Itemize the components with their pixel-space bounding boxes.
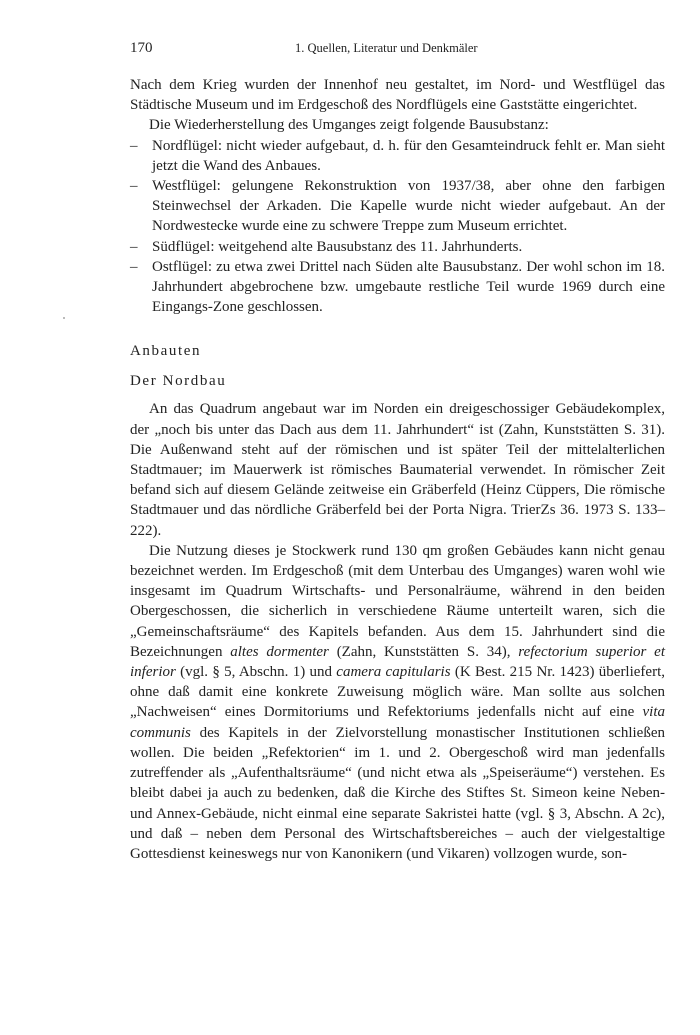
list-item-text: Ostflügel: zu etwa zwei Drittel nach Süden alte Bausubstanz. Der wohl schon im 18. Jahrhundert abgebrochene bzw. umgebaute restliche Teil wurde 1969 durch eine Eingangs-Zone geschlossen. [152, 258, 665, 316]
text-run: des Kapitels in der Zielvorstellung monastischer Institutionen schließen wollen. Die beiden „Refektorien“ im 1. und 2. Obergeschoß wird man jedenfalls zutreffender als „Aufenthaltsräume“ (und nicht etwa als „Speiseräume“) verstehen. Es bleibt dabei ja auch zu bedenken, daß die Kirche des Stiftes St. Simeon keine Neben- und Annex-Gebäude, nicht einmal eine separate Sakristei hatte (vgl. § 3, Abschn. A 2c), und daß – neben dem Personal des Wirtschaftsbereiches – auch der vielgestaltige Gottesdienst keineswegs nur von Kanonikern (und Vikaren) vollzogen wurde, son- [130, 724, 665, 862]
text-run: (K Best. 215 Nr. 1423) überliefert, ohne daß damit eine konkrete Zuweisung möglich wäre. Man sollte aus solchen „Nachweisen“ eines Dormitoriums und Refektoriums jedenfalls nicht auf eine [130, 664, 665, 721]
body-paragraph: An das Quadrum angebaut war im Norden ein dreigeschossiger Gebäudekomplex, der „noch bis unter das Dach aus dem 11. Jahrhundert“ ist (Zahn, Kunststätten S. 31). Die Außenwand steht auf der römischen und ist später Teil der mittelalterlichen Stadtmauer; im Mauerwerk ist römisches Baumaterial verwendet. In römischer Zeit befand sich auf diesem Gelände zeitweise ein Gräberfeld (Heinz Cüppers, Die römische Stadtmauer und das nördliche Gräberfeld bei der Porta Nigra. TrierZs 36. 1973 S. 133–222). [130, 401, 665, 539]
list-item-nordfluegel [130, 136, 665, 176]
book-page [130, 40, 665, 864]
dash-marker: – [130, 137, 138, 154]
section-heading-nordbau: Der Nordbau [130, 373, 227, 390]
list-item-ostfluegel [130, 257, 665, 318]
running-head: 1. Quellen, Literatur und Denkmäler [295, 41, 478, 55]
intro-lead-paragraph: Die Wiederherstellung des Umganges zeigt folgende Bausubstanz: [149, 117, 549, 134]
list-item-text: Nordflügel: nicht wieder aufgebaut, d. h. für den Gesamteindruck fehlt er. Man sieht jetzt die Wand des Anbaues. [152, 137, 665, 174]
latin-term-camera-capitularis: camera capitularis [336, 664, 451, 681]
page-header [130, 40, 665, 60]
page-body [130, 75, 665, 864]
list-item-suedfluegel [130, 237, 665, 257]
text-run: (vgl. § 5, Abschn. 1) und [175, 664, 337, 681]
intro-paragraph: Nach dem Krieg wurden der Innenhof neu gestaltet, im Nord- und Westflügel das Städtische Museum und im Erdgeschoß des Nordflügels eine Gaststätte eingerichtet. [130, 77, 665, 114]
text-run: (Zahn, Kunststätten S. 34), [328, 643, 519, 660]
dash-marker: – [130, 238, 138, 255]
text-run: Die Nutzung dieses je Stockwerk rund 130 qm großen Gebäudes kann nicht genau bezeichnet werden. Im Erdgeschoß (mit dem Unterbau des Umganges) waren wohl wie insgesamt im Quadrum Wirtschafts- und Personalräume, während in den beiden Obergeschossen, die sicherlich in verschiedene Räume unterteilt waren, sich die „Gemeinschaftsräume“ des Kapitels befanden. Aus dem 15. Jahrhundert sind die Bezeichnungen [130, 542, 665, 660]
dash-marker: – [130, 178, 138, 195]
list-item-text: Südflügel: weitgehend alte Bausubstanz des 11. Jahrhunderts. [152, 238, 523, 255]
bausubstanz-list [130, 136, 665, 318]
section-heading-anbauten: Anbauten [130, 343, 202, 360]
page-number: 170 [130, 40, 153, 56]
latin-term-altes-dormenter: altes dormenter [230, 643, 329, 660]
latin-term-vita-communis: vita communis [130, 704, 665, 741]
latin-term-refectorium: refectorium superior et inferior [130, 643, 665, 681]
scan-speck [63, 317, 65, 319]
list-item-westfluegel [130, 176, 665, 237]
list-item-text: Westflügel: gelungene Rekonstruktion von 1937/38, aber ohne den farbigen Steinwechsel der Arkaden. Die Kapelle wurde nicht wieder aufgebaut. An der Nordwestecke wurde eine zu schwere Treppe zum Museum errichtet. [152, 178, 665, 235]
dash-marker: – [130, 258, 138, 275]
body-paragraph [130, 541, 665, 864]
